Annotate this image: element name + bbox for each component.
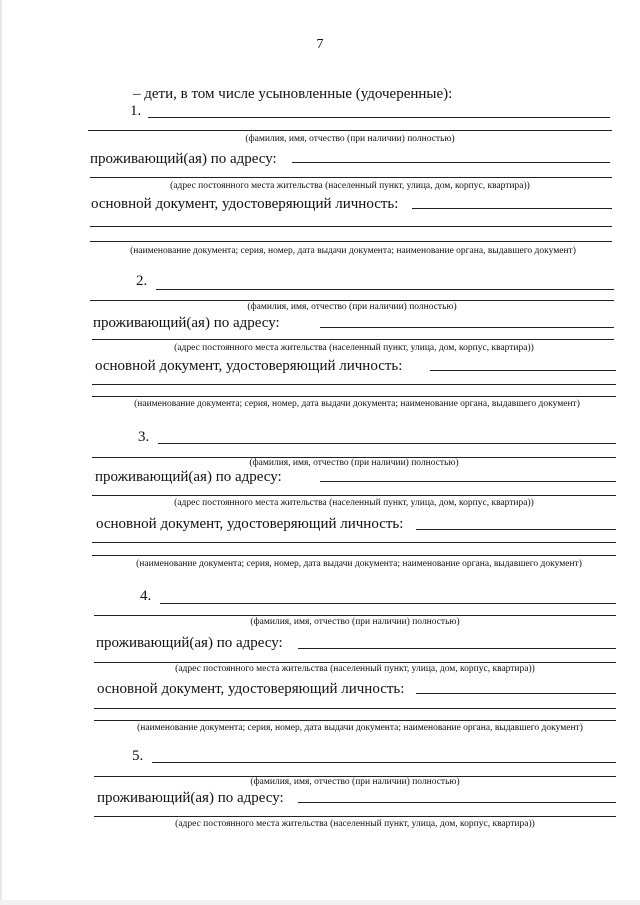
doc-field-line-3[interactable] bbox=[92, 555, 616, 556]
doc-field-line-3[interactable] bbox=[90, 241, 612, 242]
address-field-line[interactable] bbox=[320, 481, 616, 482]
fio-field-line[interactable] bbox=[152, 762, 616, 763]
doc-field-line-2[interactable] bbox=[92, 384, 616, 385]
address-caption: (адрес постоянного места жительства (населенный пункт, улица, дом, корпус, квартира)) bbox=[174, 343, 534, 353]
doc-label: основной документ, удостоверяющий личность: bbox=[95, 358, 403, 374]
fio-caption: (фамилия, имя, отчество (при наличии) полностью) bbox=[250, 617, 460, 627]
child-number: 1. bbox=[130, 103, 142, 119]
child-number: 2. bbox=[136, 273, 148, 289]
address-field-line-2[interactable] bbox=[90, 177, 612, 178]
scan-left-edge bbox=[0, 0, 2, 905]
address-field-line[interactable] bbox=[298, 648, 616, 649]
doc-field-line[interactable] bbox=[416, 529, 616, 530]
fio-field-line-2[interactable] bbox=[90, 300, 614, 301]
child-number: 4. bbox=[140, 588, 152, 604]
address-field-line[interactable] bbox=[298, 802, 616, 803]
doc-caption: (наименование документа; серия, номер, дата выдачи документа; наименование органа, выдавшего документ) bbox=[130, 246, 576, 256]
intro-text: – дети, в том числе усыновленные (удочеренные): bbox=[133, 86, 453, 102]
fio-caption: (фамилия, имя, отчество (при наличии) полностью) bbox=[250, 777, 460, 787]
address-caption: (адрес постоянного места жительства (населенный пункт, улица, дом, корпус, квартира)) bbox=[174, 498, 534, 508]
address-field-line-2[interactable] bbox=[92, 339, 614, 340]
doc-field-line[interactable] bbox=[416, 693, 616, 694]
doc-field-line-2[interactable] bbox=[92, 542, 616, 543]
fio-field-line[interactable] bbox=[156, 289, 614, 290]
doc-field-line-3[interactable] bbox=[94, 720, 616, 721]
fio-field-line-2[interactable] bbox=[94, 615, 616, 616]
address-caption: (адрес постоянного места жительства (населенный пункт, улица, дом, корпус, квартира)) bbox=[175, 819, 535, 829]
fio-field-line[interactable] bbox=[158, 443, 616, 444]
fio-field-line[interactable] bbox=[148, 117, 610, 118]
fio-field-line[interactable] bbox=[160, 603, 616, 604]
doc-label: основной документ, удостоверяющий личность: bbox=[96, 516, 404, 532]
address-caption: (адрес постоянного места жительства (населенный пункт, улица, дом, корпус, квартира)) bbox=[175, 664, 535, 674]
address-caption: (адрес постоянного места жительства (населенный пункт, улица, дом, корпус, квартира)) bbox=[170, 181, 530, 191]
fio-field-line-2[interactable] bbox=[88, 130, 612, 131]
fio-caption: (фамилия, имя, отчество (при наличии) полностью) bbox=[247, 302, 457, 312]
fio-caption: (фамилия, имя, отчество (при наличии) полностью) bbox=[245, 134, 455, 144]
doc-caption: (наименование документа; серия, номер, дата выдачи документа; наименование органа, выдавшего документ) bbox=[136, 559, 582, 569]
doc-field-line[interactable] bbox=[430, 370, 616, 371]
page-number: 7 bbox=[316, 37, 324, 52]
doc-field-line-3[interactable] bbox=[92, 396, 616, 397]
doc-field-line-2[interactable] bbox=[90, 226, 612, 227]
address-label: проживающий(ая) по адресу: bbox=[96, 635, 283, 651]
address-field-line[interactable] bbox=[292, 162, 610, 163]
doc-caption: (наименование документа; серия, номер, дата выдачи документа; наименование органа, выдавшего документ) bbox=[137, 723, 583, 733]
fio-caption: (фамилия, имя, отчество (при наличии) полностью) bbox=[249, 458, 459, 468]
address-label: проживающий(ая) по адресу: bbox=[93, 315, 280, 331]
child-number: 5. bbox=[132, 748, 144, 764]
doc-field-line-2[interactable] bbox=[94, 708, 616, 709]
address-field-line-2[interactable] bbox=[94, 816, 616, 817]
doc-label: основной документ, удостоверяющий личность: bbox=[97, 681, 405, 697]
doc-caption: (наименование документа; серия, номер, дата выдачи документа; наименование органа, выдавшего документ) bbox=[134, 399, 580, 409]
address-label: проживающий(ая) по адресу: bbox=[97, 790, 284, 806]
address-label: проживающий(ая) по адресу: bbox=[90, 151, 277, 167]
address-field-line-2[interactable] bbox=[94, 662, 616, 663]
doc-field-line[interactable] bbox=[412, 208, 612, 209]
child-number: 3. bbox=[138, 429, 150, 445]
address-field-line[interactable] bbox=[320, 327, 614, 328]
doc-label: основной документ, удостоверяющий личность: bbox=[91, 196, 399, 212]
scan-bottom-edge bbox=[0, 900, 640, 905]
address-label: проживающий(ая) по адресу: bbox=[95, 469, 282, 485]
address-field-line-2[interactable] bbox=[92, 495, 616, 496]
